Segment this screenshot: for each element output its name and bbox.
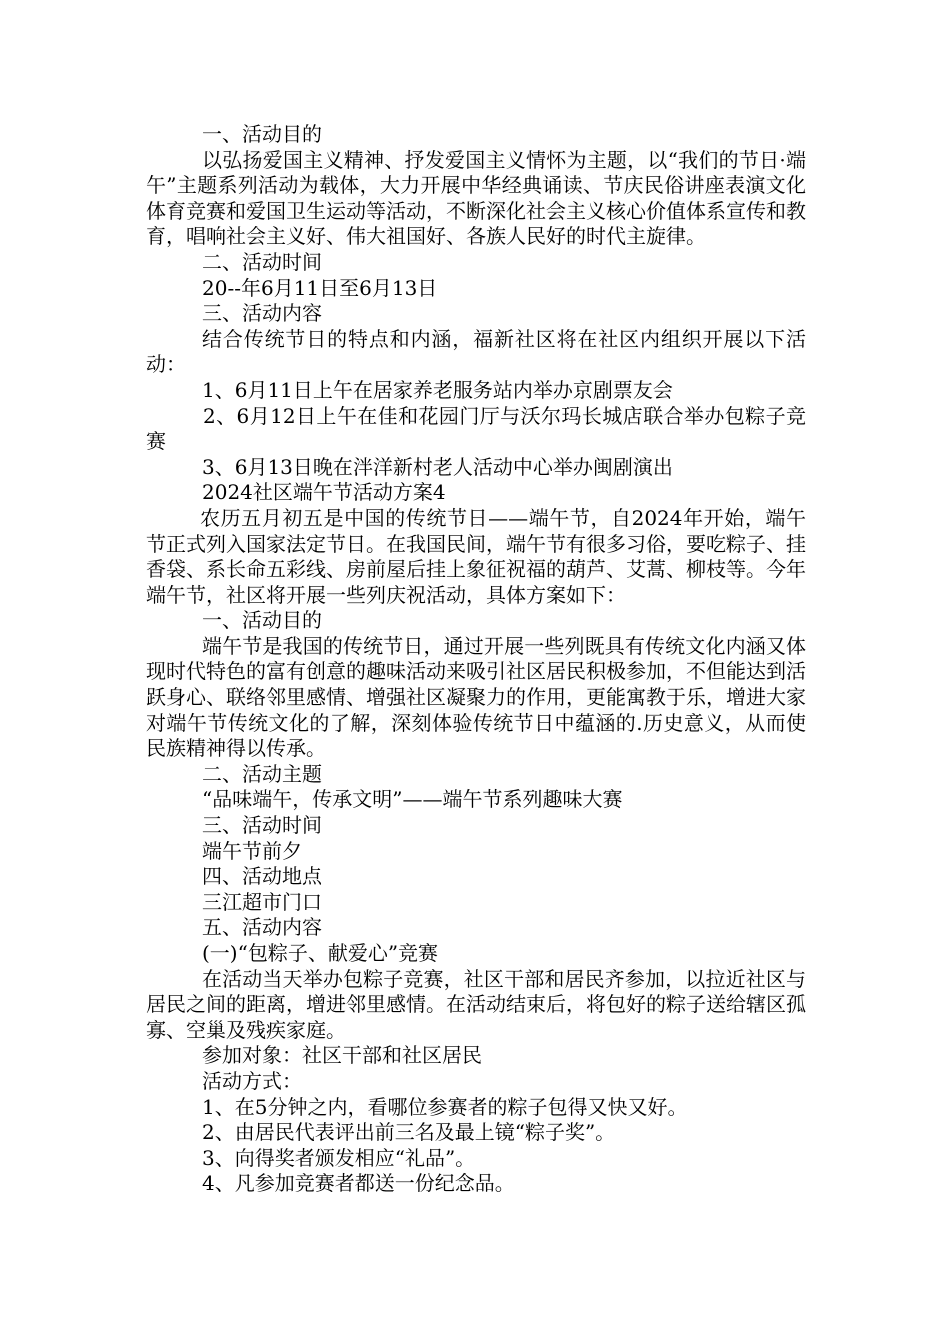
list-item-1: 1、6月11日上午在居家养老服务站内举办京剧票友会 xyxy=(202,377,673,402)
method-item-2: 2、由居民代表评出前三名及最上镜“粽子奖”。 xyxy=(202,1120,616,1145)
paragraph-goal: 以弘扬爱国主义精神、抒发爱国主义情怀为主题，以“我们的节日·端午”主题系列活动为载体，大力开展中华经典诵读、节庆民俗讲座表演文化体育竞赛和爱国卫生运动等活动，不断深化社会主义核心价值体系宣传和教育，唱响社会主义好、伟大祖国好、各族人民好的时代主旋律。 xyxy=(146,147,806,249)
paragraph-theme: “品味端午，传承文明”——端午节系列趣味大赛 xyxy=(202,787,623,812)
section-heading-theme: 二、活动主题 xyxy=(202,761,322,786)
paragraph-participants: 参加对象：社区干部和社区居民 xyxy=(202,1043,482,1068)
method-item-4: 4、凡参加竞赛者都送一份纪念品。 xyxy=(202,1171,515,1196)
paragraph-location: 三江超市门口 xyxy=(202,889,322,914)
paragraph-content-intro: 结合传统节日的特点和内涵，福新社区将在社区内组织开展以下活动： xyxy=(146,326,806,377)
paragraph-time: 20--年6月11日至6月13日 xyxy=(202,275,438,300)
section-heading-content: 三、活动内容 xyxy=(202,301,322,326)
paragraph-time-2: 端午节前夕 xyxy=(202,838,302,863)
paragraph-plan-intro: 农历五月初五是中国的传统节日——端午节，自2024年开始，端午节正式列入国家法定节日。在我国民间，端午节有很多习俗，要吃粽子、挂香袋、系长命五彩线、房前屋后挂上象征祝福的葫芦、艾蒿、柳枝等。今年端午节，社区将开展一些列庆祝活动，具体方案如下： xyxy=(146,505,806,607)
paragraph-goal-2: 端午节是我国的传统节日，通过开展一些列既具有传统文化内涵又体现时代特色的富有创意的趣味活动来吸引社区居民积极参加，不但能达到活跃身心、联络邻里感情、增强社区凝聚力的作用，更能寓教于乐，增进大家对端午节传统文化的了解，深刻体验传统节日中蕴涵的.历史意义，从而使民族精神得以传承。 xyxy=(146,633,806,761)
section-heading-time: 二、活动时间 xyxy=(202,249,322,274)
section-heading-goal: 一、活动目的 xyxy=(202,122,322,146)
paragraph-zongzi: 在活动当天举办包粽子竞赛，社区干部和居民齐参加，以拉近社区与居民之间的距离，增进邻里感情。在活动结束后，将包好的粽子送给辖区孤寡、空巢及残疾家庭。 xyxy=(146,966,806,1042)
list-item-3: 3、6月13日晚在泮洋新村老人活动中心举办闽剧演出 xyxy=(202,454,673,479)
list-item-2: 2、6月12日上午在佳和花园门厅与沃尔玛长城店联合举办包粽子竞赛 xyxy=(146,403,806,454)
section-heading-goal-2: 一、活动目的 xyxy=(202,608,322,633)
section-heading-content-2: 五、活动内容 xyxy=(202,915,322,940)
document-body xyxy=(146,122,806,1197)
paragraph-method-label: 活动方式： xyxy=(202,1068,302,1093)
method-item-3: 3、向得奖者颁发相应“礼品”。 xyxy=(202,1145,476,1170)
subsection-heading-zongzi: (一)“包粽子、献爱心”竞赛 xyxy=(202,941,439,965)
section-heading-location: 四、活动地点 xyxy=(202,864,322,889)
section-heading-time-2: 三、活动时间 xyxy=(202,813,322,838)
method-item-1: 1、在5分钟之内，看哪位参赛者的粽子包得又快又好。 xyxy=(202,1094,688,1119)
plan-title: 2024社区端午节活动方案4 xyxy=(202,480,446,505)
